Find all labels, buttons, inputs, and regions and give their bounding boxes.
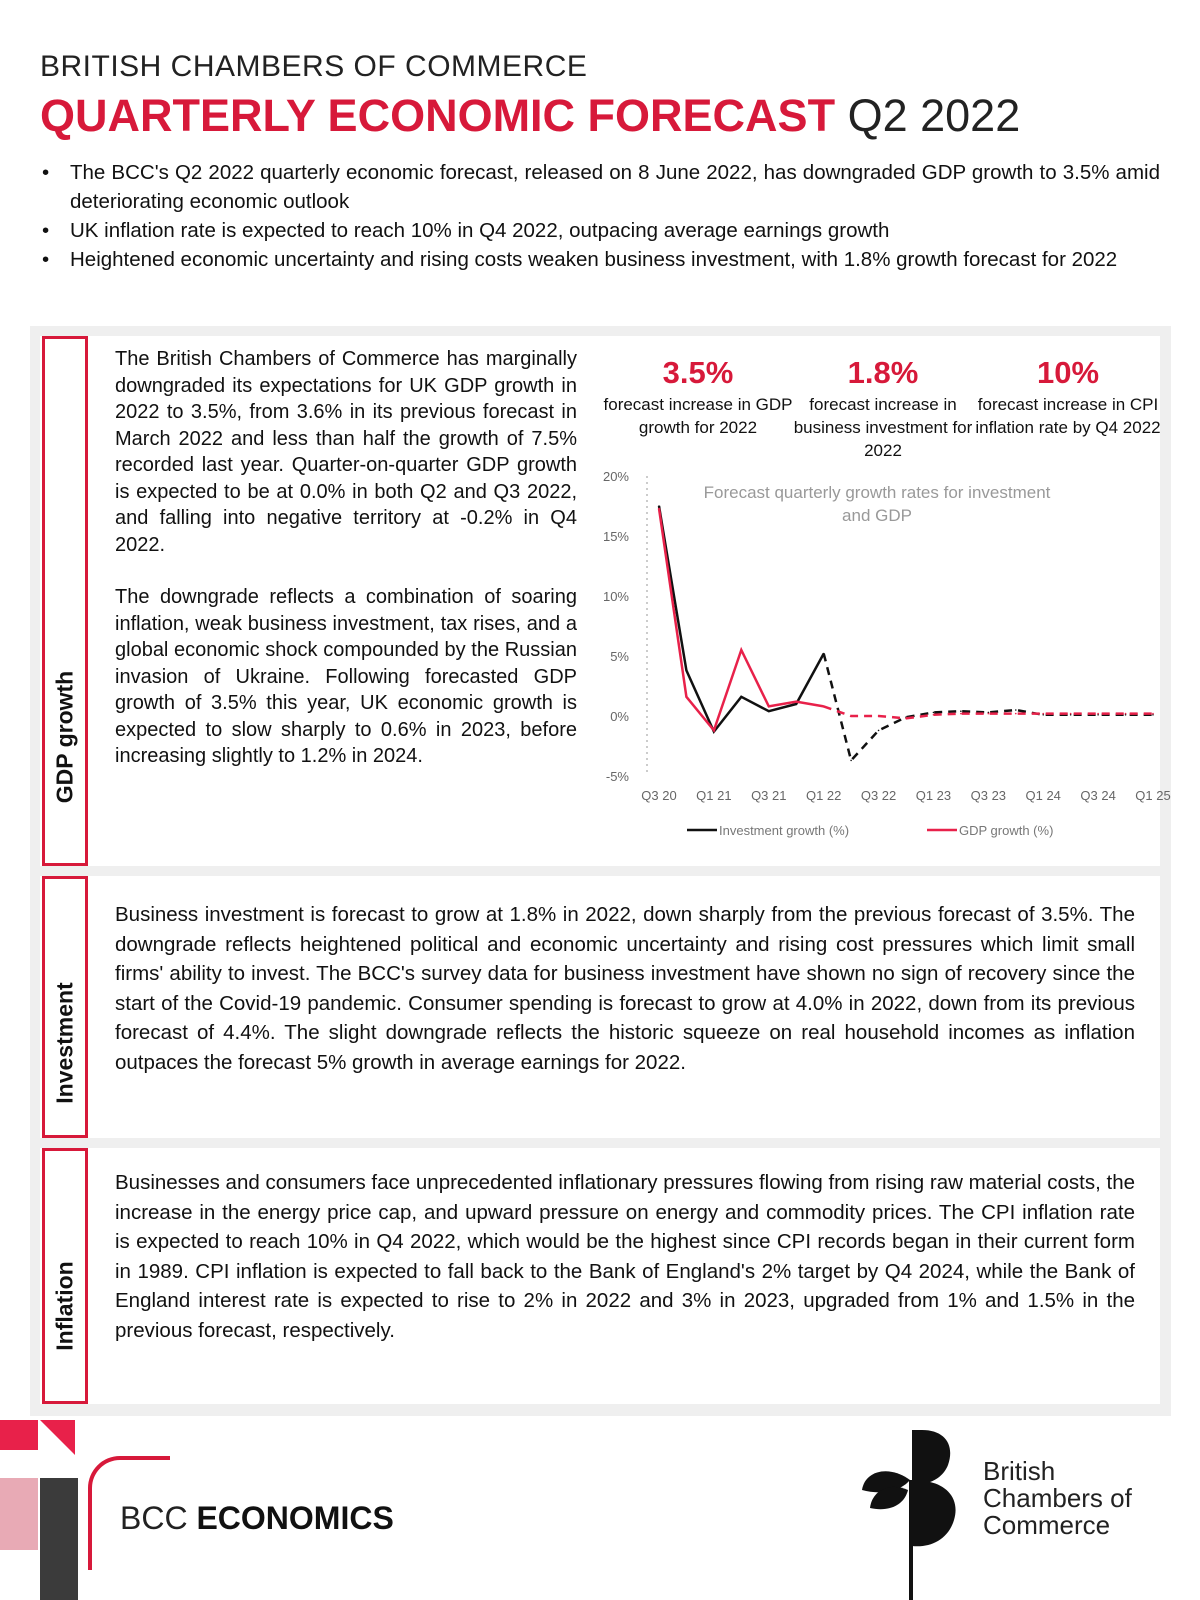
data-point	[905, 718, 907, 720]
x-tick-label: Q1 25	[1135, 788, 1171, 803]
data-point	[1015, 709, 1017, 711]
data-point	[1070, 713, 1072, 715]
data-point	[1097, 713, 1099, 715]
bcc-wordmark-line: Commerce	[983, 1510, 1111, 1540]
section-gdp-growth	[40, 336, 1171, 866]
data-point	[878, 730, 880, 732]
econ-bold: ECONOMICS	[196, 1500, 394, 1536]
data-point	[960, 713, 962, 715]
y-tick-label: 5%	[610, 649, 629, 664]
bcc-wordmark-line: British	[983, 1456, 1056, 1486]
logo-shape	[0, 1420, 38, 1450]
logo-shape	[0, 1478, 38, 1550]
bcc-wordmark-line: Chambers of	[983, 1483, 1132, 1513]
data-point	[933, 714, 935, 716]
data-point	[795, 701, 797, 703]
y-tick-label: 0%	[610, 709, 629, 724]
x-tick-label: Q3 22	[860, 788, 897, 803]
bcc-wordmark	[983, 1458, 1132, 1539]
bcc-economics-wordmark	[120, 1500, 394, 1537]
data-point	[658, 508, 660, 510]
stat-description: forecast increase in CPI inflation rate by Q4 2022	[975, 395, 1161, 437]
x-tick-label: Q3 23	[970, 788, 1007, 803]
x-tick-label: Q1 22	[805, 788, 842, 803]
x-tick-label: Q3 20	[641, 788, 677, 803]
data-point	[741, 649, 743, 651]
footer	[0, 1420, 1200, 1600]
inflation-text: Businesses and consumers face unprecedented inflationary pressures flowing from rising raw material costs, the increase in the energy price cap, and upward pressure on energy and commodity prices. The CPI inflation rate is expected to reach 10% in Q4 2022, which would be the highest since CPI records began in their current form in 1989. CPI inflation is expected to fall back to the Bank of England's 2% target by Q4 2024, while the Bank of England interest rate is expected to rise to 2% in 2022 and 3% in 2023, upgraded from 1% and 1.5% in the previous forecast, respectively.	[115, 1171, 1135, 1342]
series-line-forecast	[824, 654, 1153, 761]
section-tab-inflation	[42, 1148, 88, 1404]
x-tick-label: Q1 21	[696, 788, 732, 803]
gdp-paragraph: The downgrade reflects a combination of soaring inflation, weak business investment, tax rises, and a global economic shock compounded by the Russian invasion of Ukraine. Following forecasted GDP growth of 3.5% this year, UK economic growth is expected to slow sharply to 0.6% in 2023, before increasing slightly to 1.2% in 2024.	[115, 586, 577, 767]
x-tick-label: Q3 21	[751, 788, 787, 803]
stat-description: forecast increase in business investment for 2022	[793, 395, 973, 460]
data-point	[1125, 713, 1127, 715]
stat-inflation	[973, 356, 1163, 439]
gdp-text	[115, 346, 577, 796]
data-point	[686, 696, 688, 698]
logo-shape	[912, 1430, 956, 1546]
stat-value: 10%	[1036, 355, 1100, 390]
data-point	[795, 703, 797, 705]
data-point	[960, 710, 962, 712]
data-point	[823, 706, 825, 708]
logo-stem	[909, 1480, 913, 1600]
section-investment	[40, 876, 1160, 1138]
data-point	[713, 730, 715, 732]
legend-label: GDP growth (%)	[959, 823, 1054, 838]
data-point	[988, 713, 990, 715]
summary-bullet: • UK inflation rate is expected to reach 10% in Q4 2022, outpacing average earnings growth	[40, 216, 1160, 245]
data-point	[933, 712, 935, 714]
section-tab-gdp	[42, 336, 88, 866]
data-point	[686, 670, 688, 672]
section-tab-investment	[42, 876, 88, 1138]
chart-title: Forecast quarterly growth rates for investment	[703, 483, 1051, 502]
summary-bullet: • Heightened economic uncertainty and rising costs weaken business investment, with 1.8% growth forecast for 2022	[40, 245, 1160, 274]
x-tick-label: Q1 23	[915, 788, 952, 803]
data-point	[1042, 713, 1044, 715]
data-point	[768, 706, 770, 708]
y-tick-label: 20%	[602, 469, 629, 484]
growth-line-chart	[577, 469, 1171, 856]
tab-label-gdp: GDP growth	[51, 671, 78, 804]
y-tick-label: 15%	[602, 529, 629, 544]
x-tick-label: Q1 24	[1025, 788, 1061, 803]
data-point	[850, 760, 852, 762]
stat-gdp	[603, 356, 793, 439]
stat-value: 3.5%	[662, 355, 734, 390]
stat-investment	[788, 356, 978, 462]
econ-light: BCC	[120, 1500, 188, 1536]
data-point	[1015, 713, 1017, 715]
stat-value: 1.8%	[847, 355, 919, 390]
y-tick-label: 10%	[602, 589, 629, 604]
logo-shape	[40, 1420, 75, 1455]
x-tick-label: Q3 24	[1080, 788, 1116, 803]
summary-bullet: • The BCC's Q2 2022 quarterly economic forecast, released on 8 June 2022, has downgraded GDP growth to 3.5% amid deteriorating economic outlook	[40, 158, 1160, 216]
data-point	[878, 715, 880, 717]
org-name: BRITISH CHAMBERS OF COMMERCE	[40, 50, 588, 83]
tab-label-inflation: Inflation	[51, 1261, 78, 1351]
title-period: Q2 2022	[847, 90, 1021, 141]
gdp-paragraph: The British Chambers of Commerce has marginally downgraded its expectations for UK GDP growth in 2022 to 3.5%, from 3.6% in its previous forecast in March 2022 and less than half the growth of 7.5% recorded last year. Quarter-on-quarter GDP growth is expected to be at 0.0% in both Q2 and Q3 2022, and falling into negative territory at -0.2% in Q4 2022.	[115, 348, 577, 556]
key-stats	[588, 356, 1168, 466]
title-main: QUARTERLY ECONOMIC FORECAST	[40, 90, 836, 141]
investment-text: Business investment is forecast to grow at 1.8% in 2022, down sharply from the previous forecast of 3.5%. The downgrade reflects heightened political and economic uncertainty and rising cost pressures which limit small firms' ability to invest. The BCC's survey data for business investment have shown no sign of recovery since the start of the Covid-19 pandemic. Consumer spending is forecast to grow at 4.0% in 2022, down from its previous forecast of 4.4%. The slight downgrade reflects the historic squeeze on real household incomes as inflation outpaces the forecast 5% growth in average earnings for 2022.	[115, 903, 1135, 1074]
data-point	[658, 505, 660, 507]
data-point	[823, 653, 825, 655]
data-point	[741, 696, 743, 698]
y-tick-label: -5%	[605, 769, 629, 784]
summary-bullets	[40, 158, 1160, 274]
data-point	[850, 715, 852, 717]
legend-label: Investment growth (%)	[719, 823, 850, 838]
stat-description: forecast increase in GDP growth for 2022	[603, 395, 793, 437]
section-inflation	[40, 1148, 1160, 1404]
data-point	[1152, 713, 1154, 715]
series-line-actual	[659, 506, 824, 732]
tab-label-investment: Investment	[51, 982, 78, 1104]
data-point	[768, 710, 770, 712]
bcc-tree-logo	[860, 1420, 970, 1600]
chart-title: and GDP	[842, 506, 912, 525]
logo-shape	[40, 1478, 78, 1600]
page-title	[40, 88, 1020, 144]
